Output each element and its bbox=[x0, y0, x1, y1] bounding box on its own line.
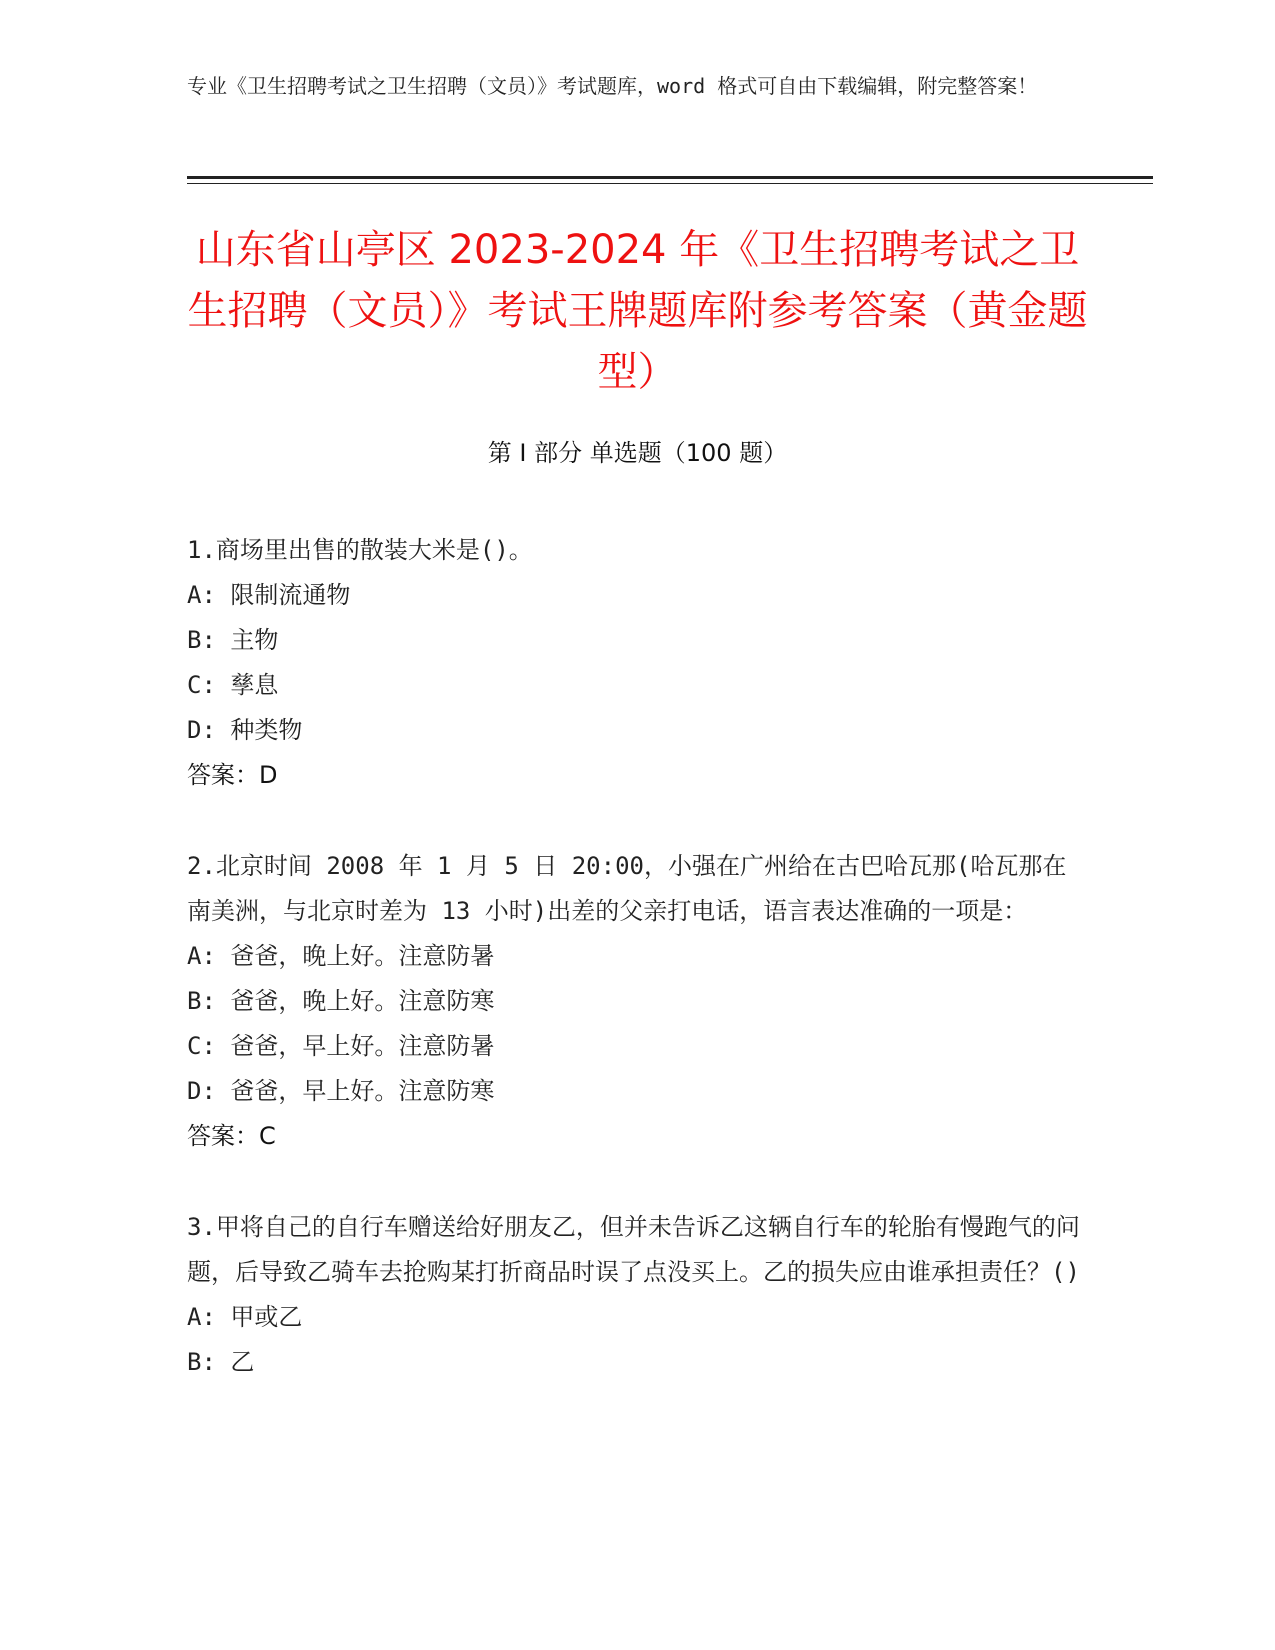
header-rule-thin bbox=[187, 183, 1153, 184]
question-1 bbox=[187, 528, 1087, 798]
question-list bbox=[187, 528, 1087, 1431]
document-title: 山东省山亭区 2023-2024 年《卫生招聘考试之卫生招聘（文员）》考试王牌题库附参考答案（黄金题型） bbox=[187, 227, 1088, 395]
option-c: C: 爸爸，早上好。注意防暑 bbox=[187, 1032, 495, 1060]
option-a: A: 限制流通物 bbox=[187, 581, 351, 609]
option-b: B: 爸爸，晚上好。注意防寒 bbox=[187, 987, 495, 1015]
option-d: D: 爸爸，早上好。注意防寒 bbox=[187, 1077, 495, 1105]
answer: 答案：C bbox=[187, 1122, 276, 1150]
question-stem: 2.北京时间 2008 年 1 月 5 日 20:00，小强在广州给在古巴哈瓦那(哈瓦那在南美洲，与北京时差为 13 小时)出差的父亲打电话，语言表达准确的一项是： bbox=[187, 852, 1067, 925]
question-stem: 1.商场里出售的散装大米是()。 bbox=[187, 536, 533, 564]
header-note: 专业《卫生招聘考试之卫生招聘（文员）》考试题库，word 格式可自由下载编辑，附完整答案！ bbox=[187, 74, 1038, 98]
option-b: B: 主物 bbox=[187, 626, 279, 654]
question-3 bbox=[187, 1205, 1087, 1385]
option-b: B: 乙 bbox=[187, 1348, 255, 1376]
option-a: A: 爸爸，晚上好。注意防暑 bbox=[187, 942, 495, 970]
option-a: A: 甲或乙 bbox=[187, 1303, 303, 1331]
question-2 bbox=[187, 844, 1087, 1159]
question-stem: 3.甲将自己的自行车赠送给好朋友乙，但并未告诉乙这辆自行车的轮胎有慢跑气的问题，后导致乙骑车去抢购某打折商品时误了点没买上。乙的损失应由谁承担责任？() bbox=[187, 1213, 1080, 1286]
section-heading: 第 I 部分 单选题（100 题） bbox=[487, 439, 788, 467]
header-rule-thick bbox=[187, 176, 1153, 179]
answer: 答案：D bbox=[187, 761, 278, 789]
option-d: D: 种类物 bbox=[187, 716, 303, 744]
option-c: C: 孳息 bbox=[187, 671, 279, 699]
